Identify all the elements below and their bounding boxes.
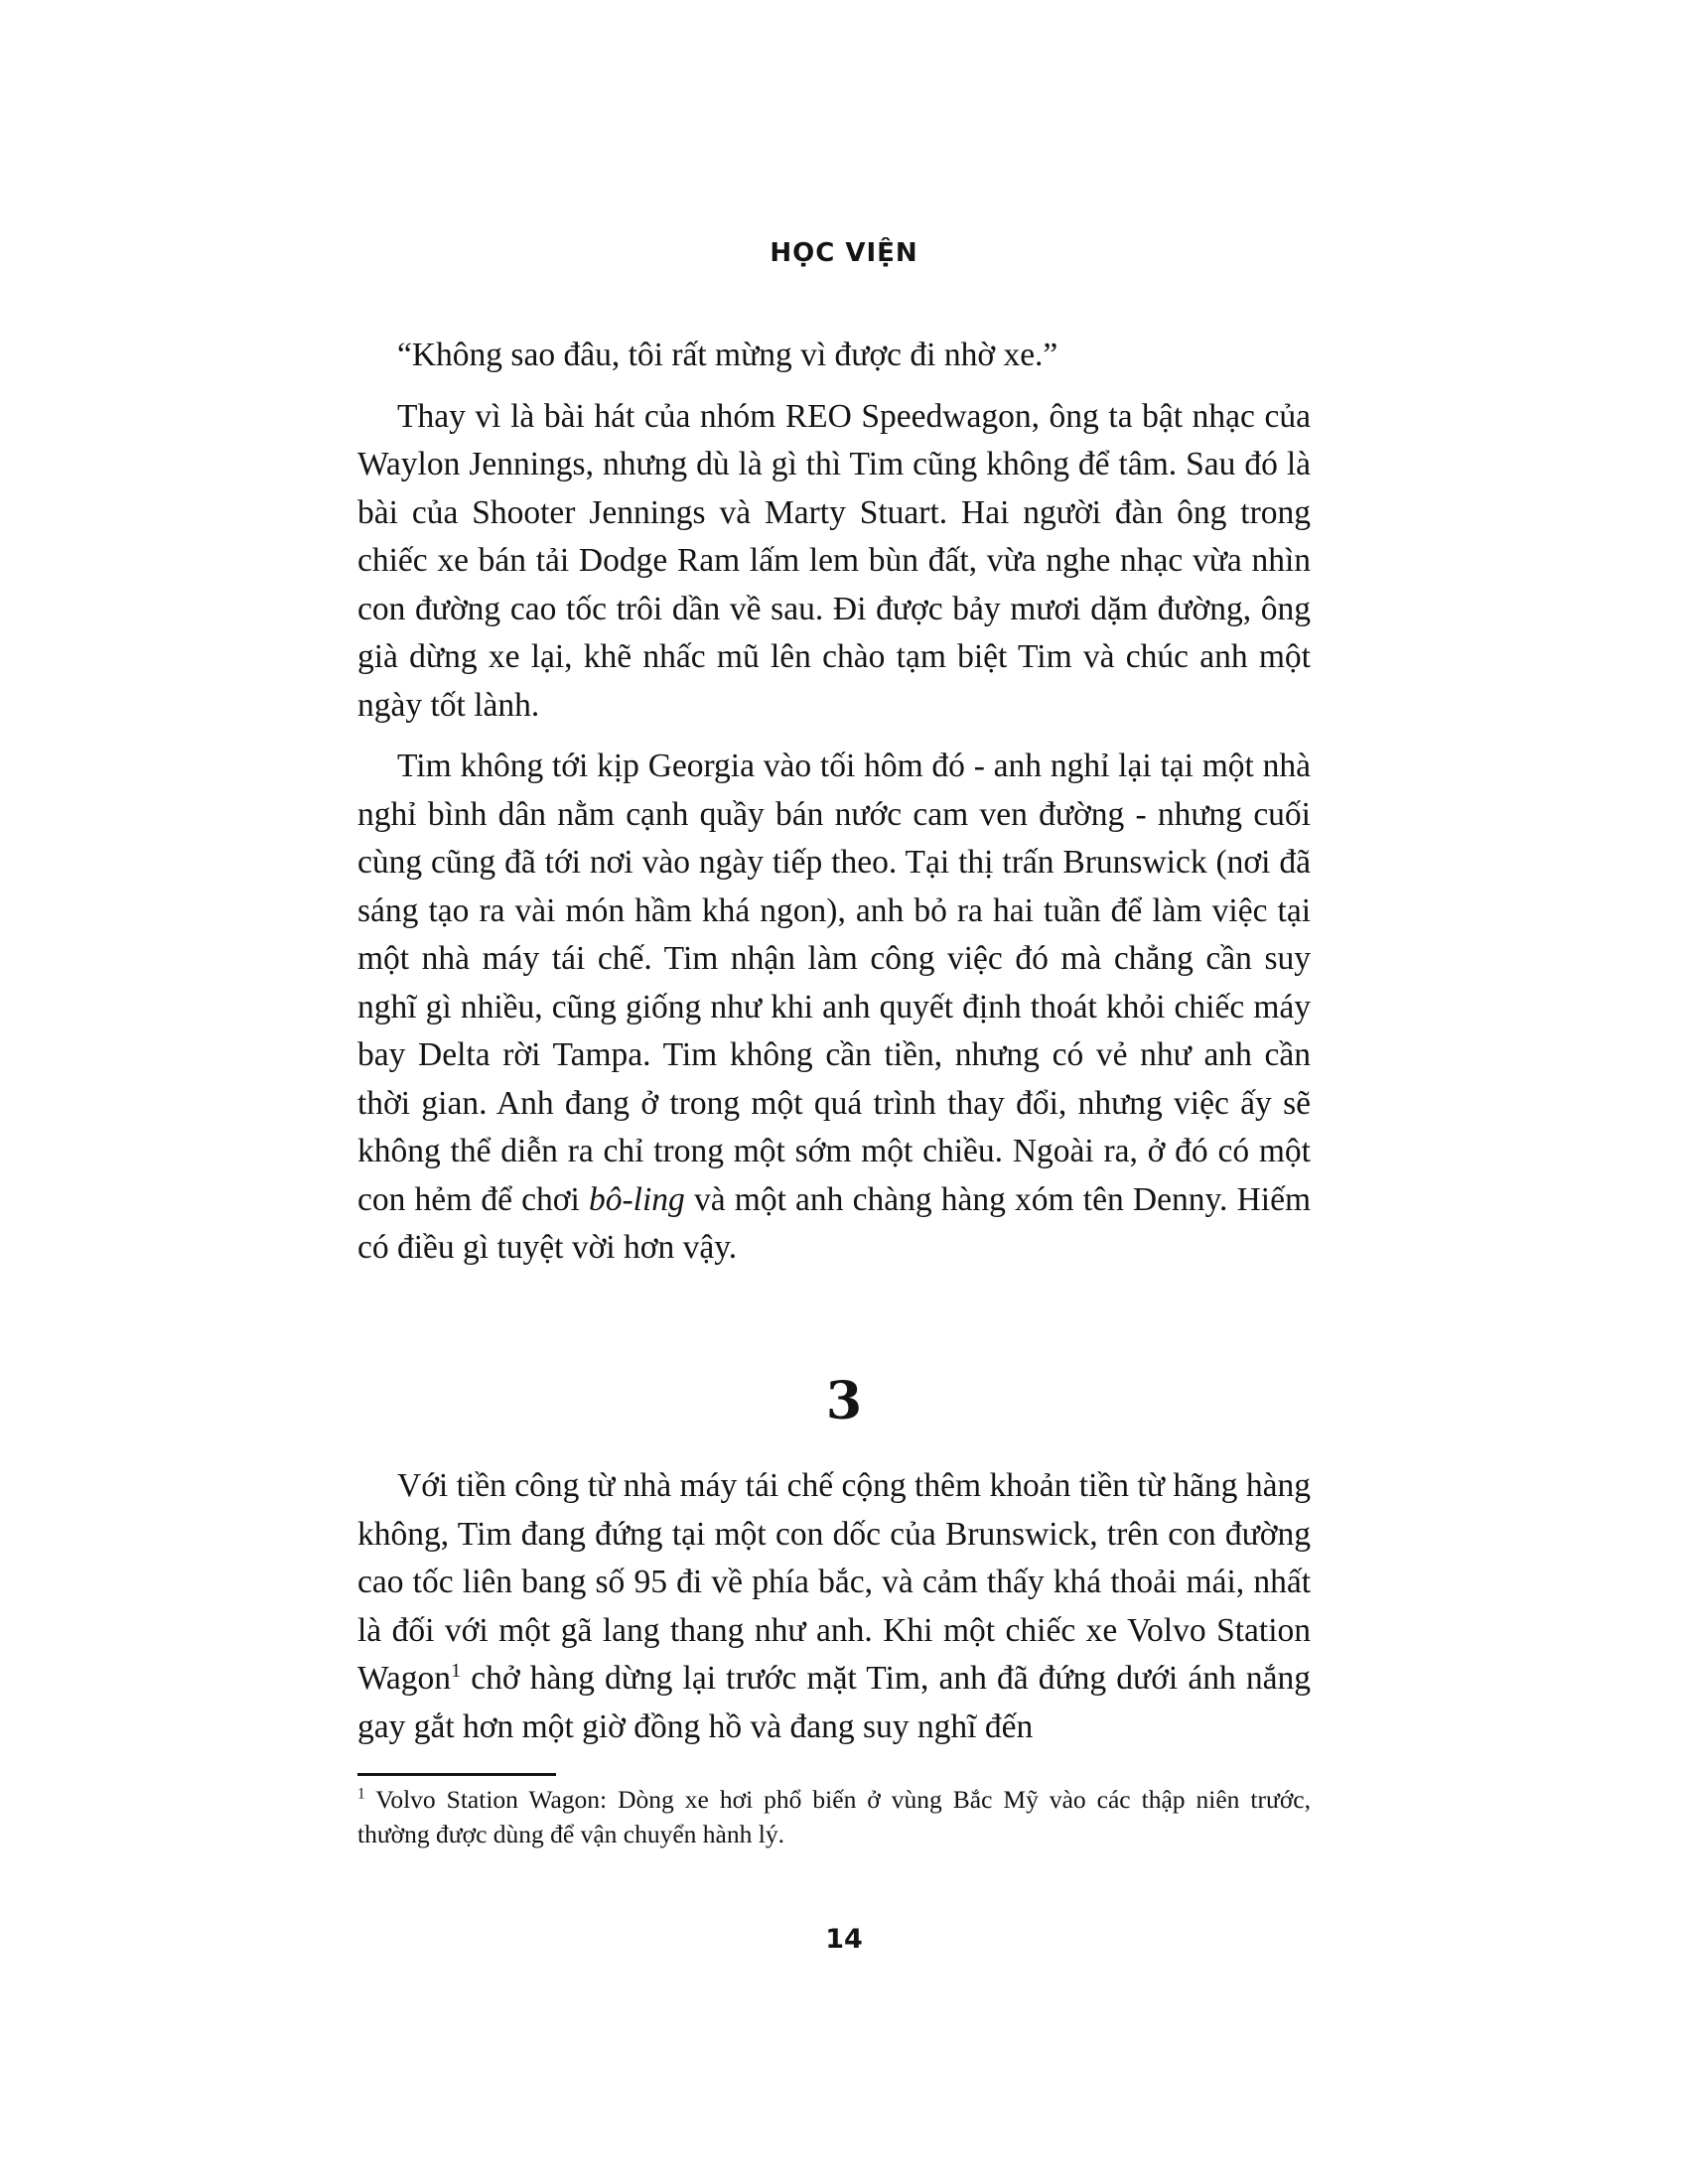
paragraph-brunswick-text-end: và một anh chàng hàng xóm tên Denny. Hiếm có điều gì tuyệt vời hơn vậy. [357,1180,1311,1266]
paragraph-brunswick [357,743,1311,1273]
chapter-number: 3 [825,1371,863,1432]
paragraph-highway [357,1462,1311,1751]
paragraph-highway-text: Với tiền công từ nhà máy tái chế cộng thêm khoản tiền từ hãng hàng không, Tim đang đứng tại một con dốc của Brunswick, trên con đường cao tốc liên bang số 95 đi về phía bắc, và cảm thấy khá thoải mái, nhất là đối với một gã lang thang như anh. Khi một chiếc xe Volvo Station Wagon [357,1467,1311,1697]
paragraph-dialogue: “Không sao đâu, tôi rất mừng vì được đi nhờ xe.” [397,337,1058,373]
italic-term-bowling: bô-ling [589,1180,685,1218]
paragraph-highway-text-end: chở hàng dừng lại trước mặt Tim, anh đã đứng dưới ánh nắng gay gắt hơn một giờ đồng hồ và đang suy nghĩ đến [357,1660,1311,1745]
body-text-lower [357,1462,1311,1764]
footnote [357,1782,1311,1851]
footnote-reference: 1 [451,1659,462,1682]
paragraph-brunswick-text: Tim không tới kịp Georgia vào tối hôm đó - anh nghỉ lại tại một nhà nghỉ bình dân nằm cạnh quầy bán nước cam ven đường - nhưng cuối cùng cũng đã tới nơi vào ngày tiếp theo. Tại thị trấn Brunswick (nơi đã sáng tạo ra vài món hầm khá ngon), anh bỏ ra hai tuần để làm việc tại một nhà máy tái chế. Tim nhận làm công việc đó mà chẳng cần suy nghĩ gì nhiều, cũng giống như khi anh quyết định thoát khỏi chiếc máy bay Delta rời Tampa. Tim không cần tiền, nhưng có vẻ như anh cần thời gian. Anh đang ở trong một quá trình thay đổi, nhưng việc ấy sẽ không thể diễn ra chỉ trong một sớm một chiều. Ngoài ra, ở đó có một con hẻm để chơi [357,748,1311,1218]
footnote-marker: 1 [357,1785,365,1803]
running-header-title: HỌC VIỆN [770,238,918,268]
footnote-divider [357,1773,556,1776]
page-number: 14 [825,1924,863,1955]
paragraph-ride: Thay vì là bài hát của nhóm REO Speedwagon, ông ta bật nhạc của Waylon Jennings, nhưng dù là gì thì Tim cũng không để tâm. Sau đó là bài của Shooter Jennings và Marty Stuart. Hai người đàn ông trong chiếc xe bán tải Dodge Ram lấm lem bùn đất, vừa nghe nhạc vừa nhìn con đường cao tốc trôi dần về sau. Đi được bảy mươi dặm đường, ông già dừng xe lại, khẽ nhấc mũ lên chào tạm biệt Tim và chúc anh một ngày tốt lành. [357,397,1311,724]
footnote-text: Volvo Station Wagon: Dòng xe hơi phổ biến ở vùng Bắc Mỹ vào các thập niên trước, thường được dùng để vận chuyển hành lý. [357,1785,1311,1848]
body-text-upper [357,332,1311,1286]
